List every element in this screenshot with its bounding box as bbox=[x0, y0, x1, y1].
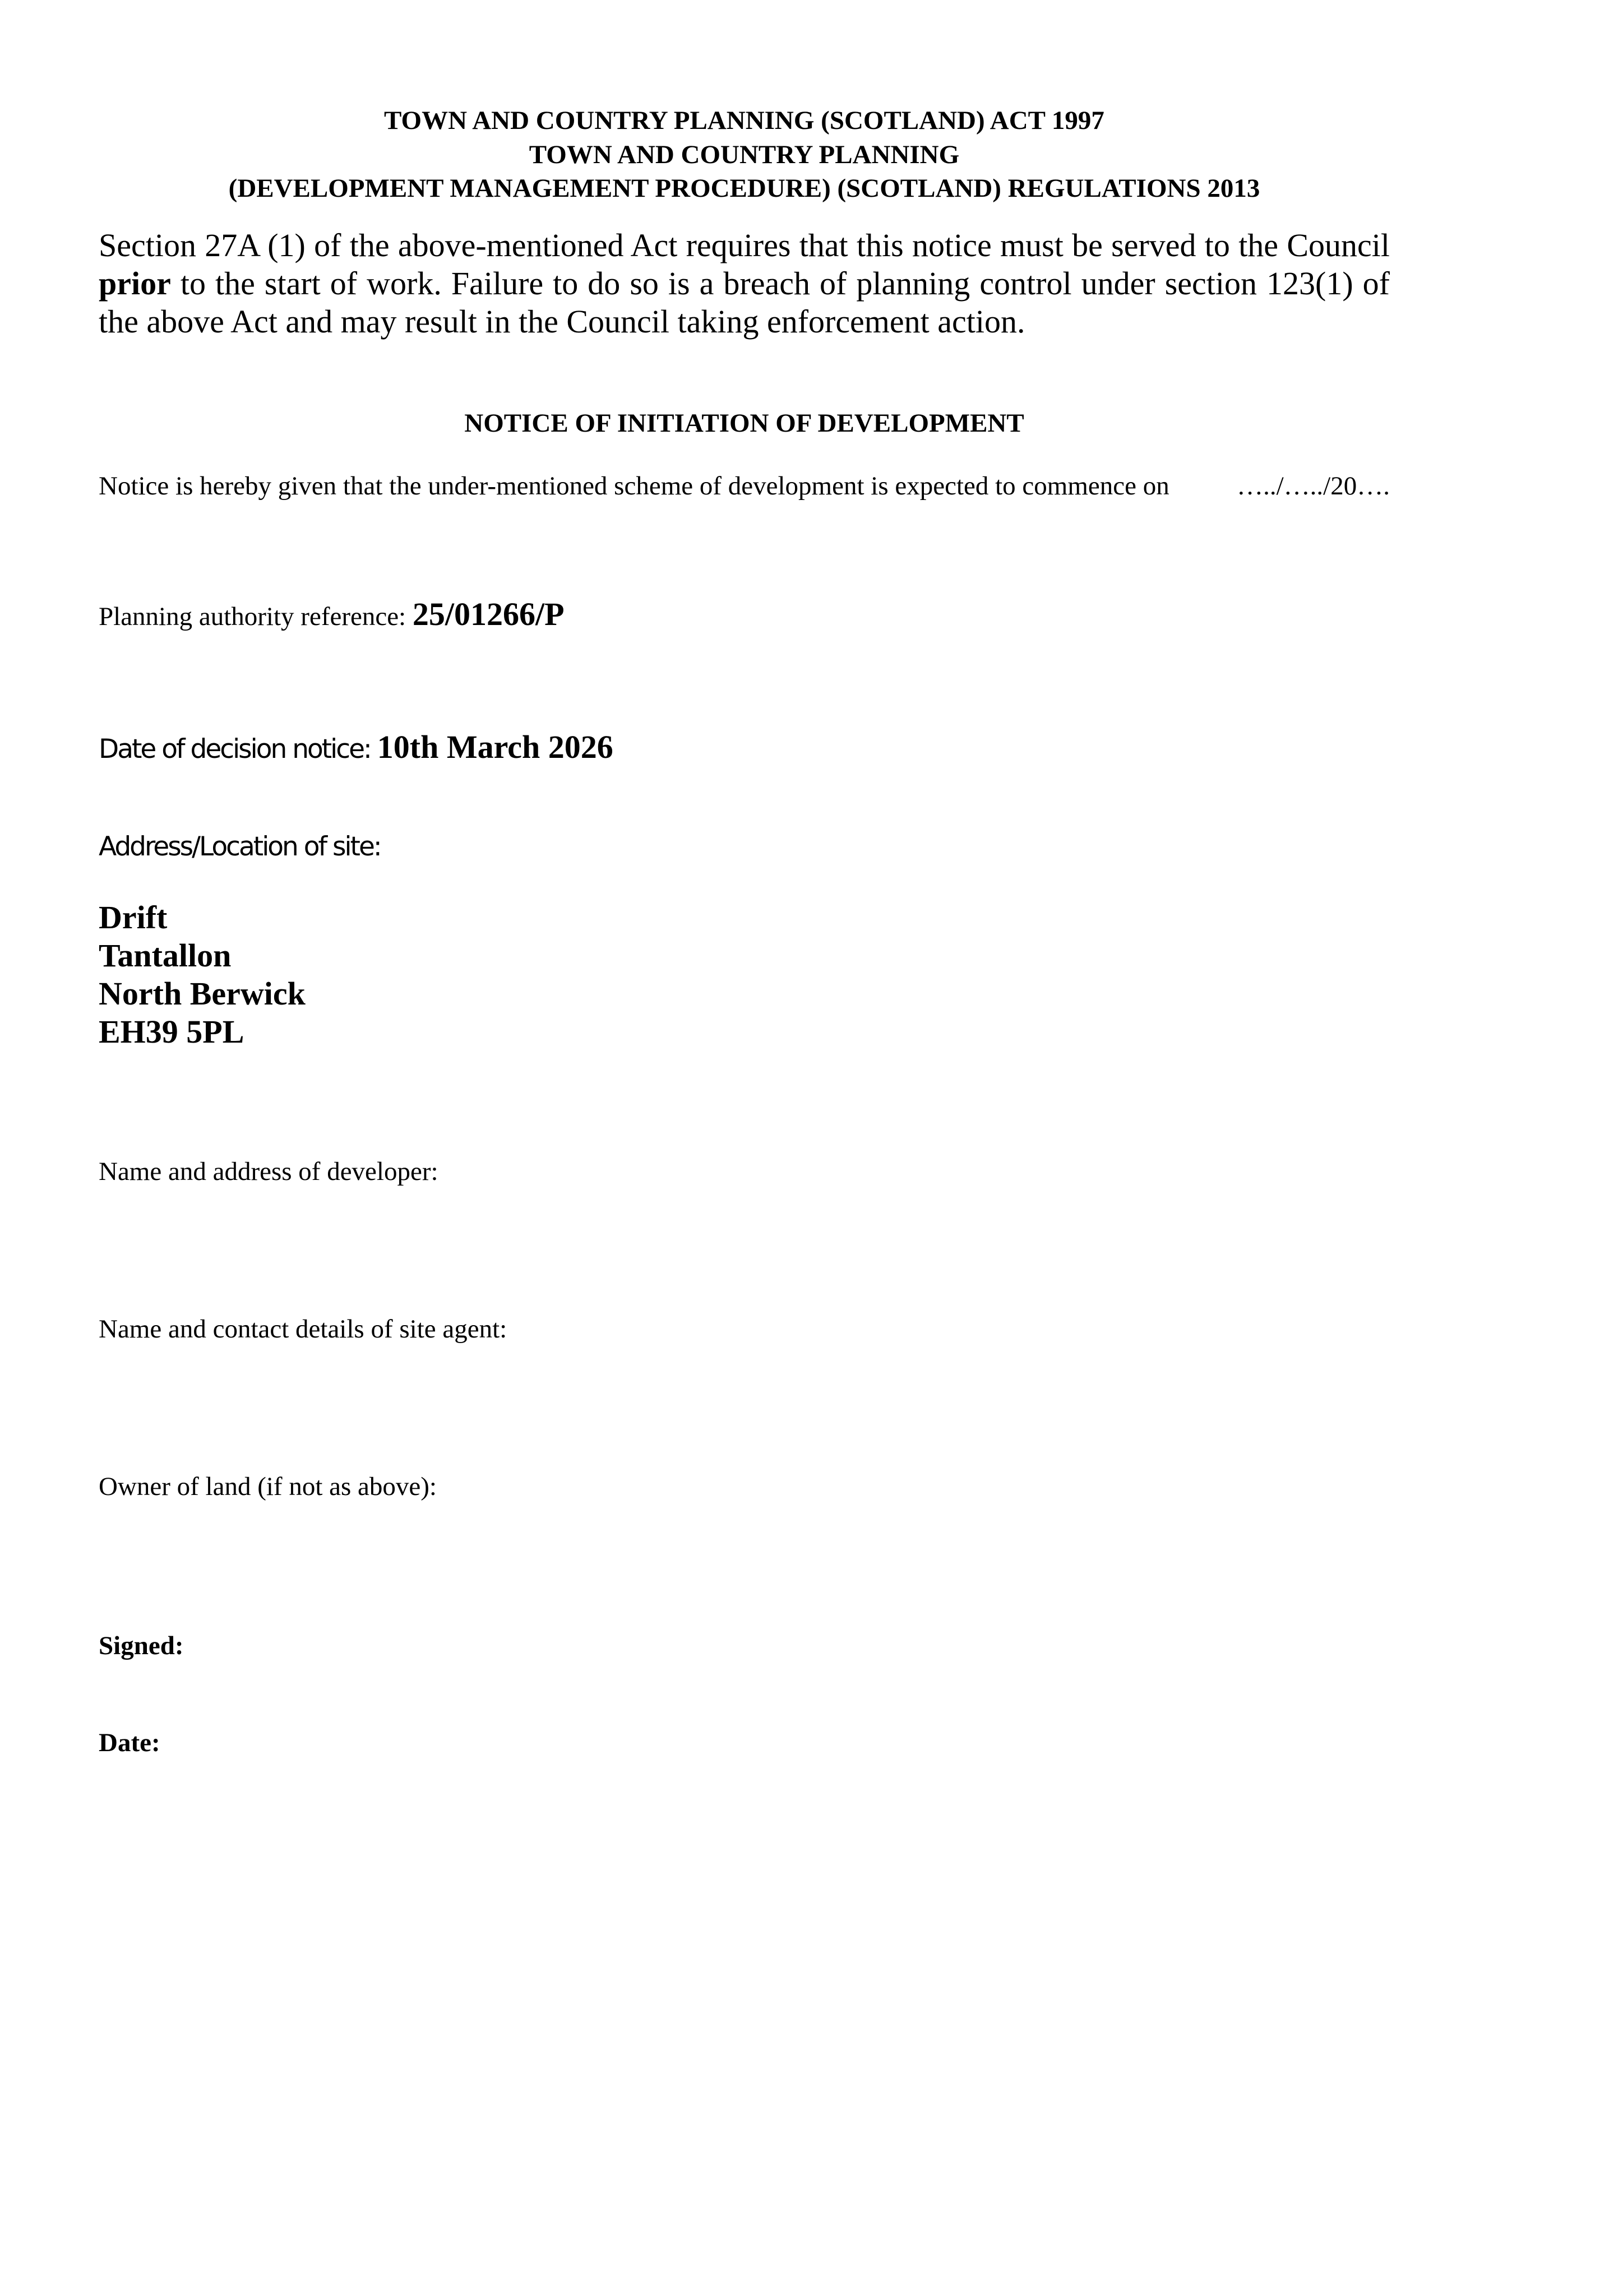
site-address-label-text: Address/Location of site: bbox=[99, 831, 381, 862]
developer-label: Name and address of developer: bbox=[99, 1157, 438, 1186]
commencement-date-field[interactable]: …../…../20…. bbox=[1237, 471, 1390, 501]
commencement-text: Notice is hereby given that the under-mentioned scheme of development is expected to commence on bbox=[99, 471, 1169, 501]
act-title: TOWN AND COUNTRY PLANNING (SCOTLAND) ACT 1997 bbox=[384, 106, 1104, 135]
planning-reference-value: 25/01266/P bbox=[412, 596, 565, 632]
signed-label: Signed: bbox=[99, 1631, 184, 1660]
regulations-title: TOWN AND COUNTRY PLANNING bbox=[529, 140, 960, 169]
date-label: Date: bbox=[99, 1728, 160, 1757]
site-address-line: Drift bbox=[99, 899, 168, 936]
site-address-line: EH39 5PL bbox=[99, 1013, 244, 1050]
intro-emphasis: prior bbox=[99, 265, 171, 302]
intro-text-start: Section 27A (1) of the above-mentioned Act requires that this notice must be served to the Council bbox=[99, 227, 1390, 263]
land-owner-label: Owner of land (if not as above): bbox=[99, 1472, 437, 1501]
intro-paragraph bbox=[99, 226, 1390, 341]
planning-reference bbox=[99, 596, 565, 635]
site-address-line: North Berwick bbox=[99, 975, 306, 1012]
site-address-label bbox=[99, 828, 381, 865]
regulations-subtitle: (DEVELOPMENT MANAGEMENT PROCEDURE) (SCOTLAND) REGULATIONS 2013 bbox=[228, 174, 1260, 203]
commencement-line bbox=[99, 467, 1390, 504]
decision-date-label: Date of decision notice: bbox=[99, 734, 377, 765]
site-address-line: Tantallon bbox=[99, 937, 232, 974]
notice-title: NOTICE OF INITIATION OF DEVELOPMENT bbox=[464, 409, 1024, 438]
site-address bbox=[99, 899, 306, 1051]
decision-date-value: 10th March 2026 bbox=[377, 729, 613, 765]
decision-date bbox=[99, 729, 613, 768]
intro-text-end: to the start of work. Failure to do so is a breach of planning control under section 123(1) of the above Act and may result in the Council taking enforcement action. bbox=[99, 265, 1390, 340]
site-agent-label: Name and contact details of site agent: bbox=[99, 1314, 507, 1344]
planning-reference-label: Planning authority reference: bbox=[99, 602, 413, 631]
